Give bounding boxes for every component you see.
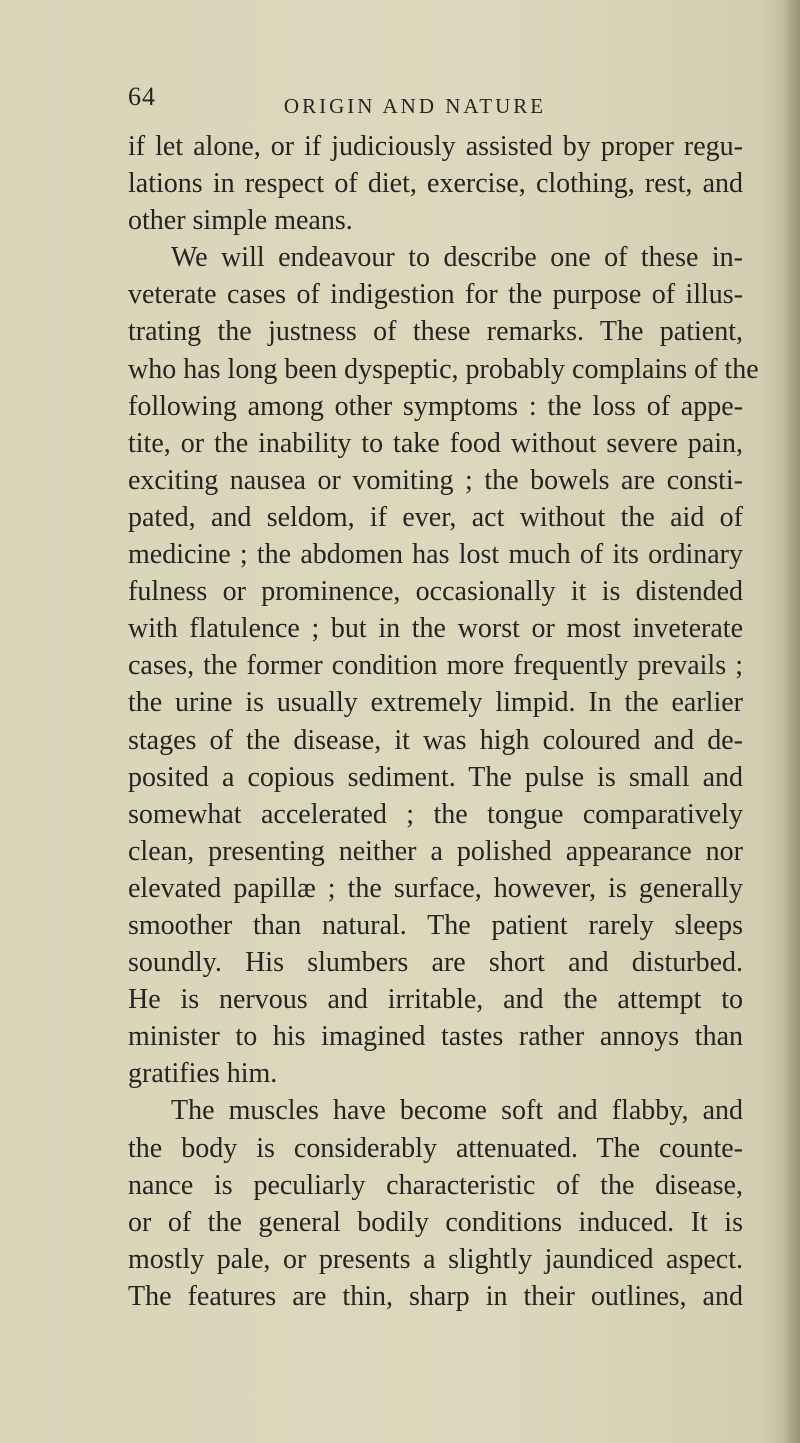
text-line: fulness or prominence, occasionally it is distended <box>128 576 743 608</box>
text-line: the urine is usually extremely limpid. In the earlier <box>128 687 743 719</box>
text-line: elevated papillæ ; the surface, however, is generally <box>128 872 743 904</box>
text-line: We will endeavour to describe one of these in- <box>171 242 743 274</box>
text-line: soundly. His slumbers are short and disturbed. <box>128 947 743 979</box>
text-line: the body is considerably attenuated. The counte- <box>128 1132 743 1164</box>
text-line: nance is peculiarly characteristic of the disease, <box>128 1169 743 1201</box>
running-title: ORIGIN AND NATURE <box>283 94 547 118</box>
page-edge-shadow <box>782 0 800 1443</box>
text-line: veterate cases of indigestion for the purpose of illus- <box>128 279 743 311</box>
text-line: minister to his imagined tastes rather annoys than <box>128 1021 743 1053</box>
text-line: posited a copious sediment. The pulse is small and <box>128 761 743 793</box>
page-number: 64 <box>128 82 156 111</box>
text-line: or of the general bodily conditions induced. It is <box>128 1206 743 1238</box>
text-line: mostly pale, or presents a slightly jaundiced aspect. <box>128 1243 743 1275</box>
text-line: if let alone, or if judiciously assisted by proper regu- <box>128 131 743 162</box>
text-line: medicine ; the abdomen has lost much of its ordinary <box>128 539 743 571</box>
text-line: clean, presenting neither a polished appearance nor <box>128 835 743 867</box>
text-line: somewhat accelerated ; the tongue comparatively <box>128 798 743 830</box>
text-line: other simple means. <box>128 205 353 237</box>
text-line: lations in respect of diet, exercise, clothing, rest, and <box>128 168 743 200</box>
text-line: gratifies him. <box>128 1058 278 1090</box>
text-line: The muscles have become soft and flabby, and <box>171 1095 743 1127</box>
text-line: with flatulence ; but in the worst or most inveterate <box>128 613 743 645</box>
text-line: exciting nausea or vomiting ; the bowels are consti- <box>128 464 743 496</box>
text-line: pated, and seldom, if ever, act without the aid of <box>128 501 743 533</box>
body-text <box>128 128 759 1315</box>
text-line: He is nervous and irritable, and the attempt to <box>128 984 743 1016</box>
text-line: following among other symptoms : the loss of appe- <box>128 390 743 422</box>
text-line: who has long been dyspeptic, probably complains of the <box>128 353 759 385</box>
text-line: smoother than natural. The patient rarely sleeps <box>128 909 743 941</box>
text-line: trating the justness of these remarks. The patient, <box>128 316 743 348</box>
text-line: tite, or the inability to take food without severe pain, <box>128 427 743 459</box>
text-line: stages of the disease, it was high coloured and de- <box>128 724 743 756</box>
text-line: cases, the former condition more frequently prevails ; <box>128 650 743 682</box>
text-line: The features are thin, sharp in their outlines, and <box>128 1280 743 1312</box>
